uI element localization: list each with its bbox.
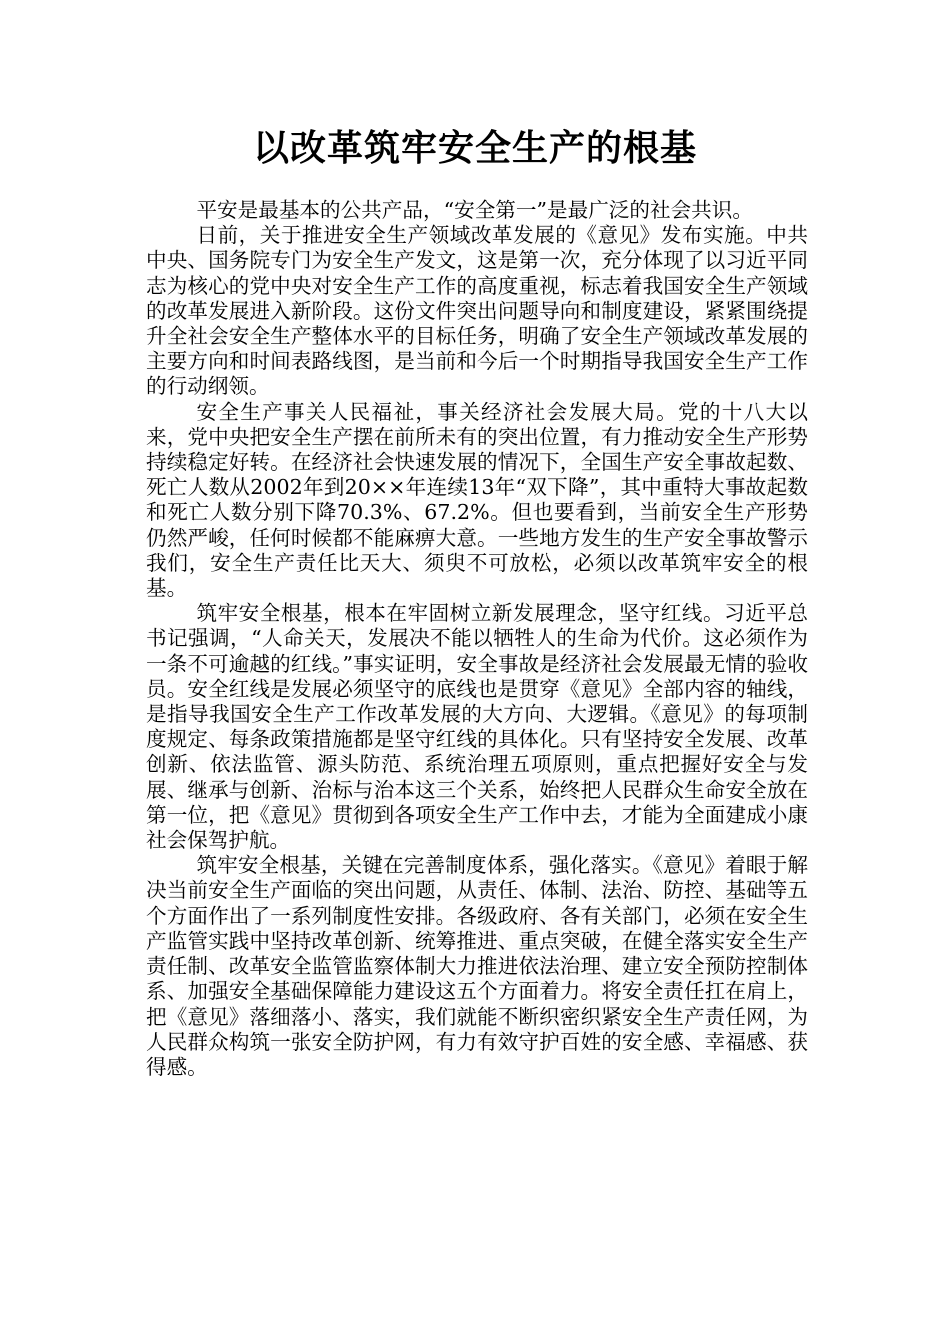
paragraph: 安全生产事关人民福祉，事关经济社会发展大局。党的十八大以来，党中央把安全生产摆在前所未有的突出位置，有力推动安全生产形势持续稳定好转。在经济社会快速发展的情况下，全国生产安全事故起数、死亡人数从2002年到20××年连续13年“双下降”，其中重特大事故起数和死亡人数分别下降70.3%、67.2%。但也要看到，当前安全生产形势仍然严峻，任何时候都不能麻痹大意。一些地方发生的生产安全事故警示我们，安全生产责任比天大、须臾不可放松，必须以改革筑牢安全的根基。 <box>146 399 808 601</box>
document-body <box>146 198 808 1080</box>
paragraph: 筑牢安全根基，根本在牢固树立新发展理念，坚守红线。习近平总书记强调，“人命关天，发展决不能以牺牲人的生命为代价。这必须作为一条不可逾越的红线。”事实证明，安全事故是经济社会发展最无情的验收员。安全红线是发展必须坚守的底线也是贯穿《意见》全部内容的轴线，是指导我国安全生产工作改革发展的大方向、大逻辑。《意见》的每项制度规定、每条政策措施都是坚守红线的具体化。只有坚持安全发展、改革创新、依法监管、源头防范、系统治理五项原则，重点把握好安全与发展、继承与创新、治标与治本这三个关系，始终把人民群众生命安全放在第一位，把《意见》贯彻到各项安全生产工作中去，才能为全面建成小康社会保驾护航。 <box>146 601 808 853</box>
paragraph: 筑牢安全根基，关键在完善制度体系，强化落实。《意见》着眼于解决当前安全生产面临的突出问题，从责任、体制、法治、防控、基础等五个方面作出了一系列制度性安排。各级政府、各有关部门，必须在安全生产监管实践中坚持改革创新、统筹推进、重点突破，在健全落实安全生产责任制、改革安全监管监察体制大力推进依法治理、建立安全预防控制体系、加强安全基础保障能力建设这五个方面着力。将安全责任扛在肩上，把《意见》落细落小、落实，我们就能不断织密织紧安全生产责任网，为人民群众构筑一张安全防护网，有力有效守护百姓的安全感、幸福感、获得感。 <box>146 853 808 1079</box>
document-title: 以改革筑牢安全生产的根基 <box>252 127 697 169</box>
paragraph: 平安是最基本的公共产品，“安全第一”是最广泛的社会共识。 <box>196 198 753 222</box>
paragraph: 日前，关于推进安全生产领域改革发展的《意见》发布实施。中共中央、国务院专门为安全生产发文，这是第一次，充分体现了以习近平同志为核心的党中央对安全生产工作的高度重视，标志着我国安全生产领域的改革发展进入新阶段。这份文件突出问题导向和制度建设，紧紧围绕提升全社会安全生产整体水平的目标任务，明确了安全生产领域改革发展的主要方向和时间表路线图，是当前和今后一个时期指导我国安全生产工作的行动纲领。 <box>146 223 808 399</box>
